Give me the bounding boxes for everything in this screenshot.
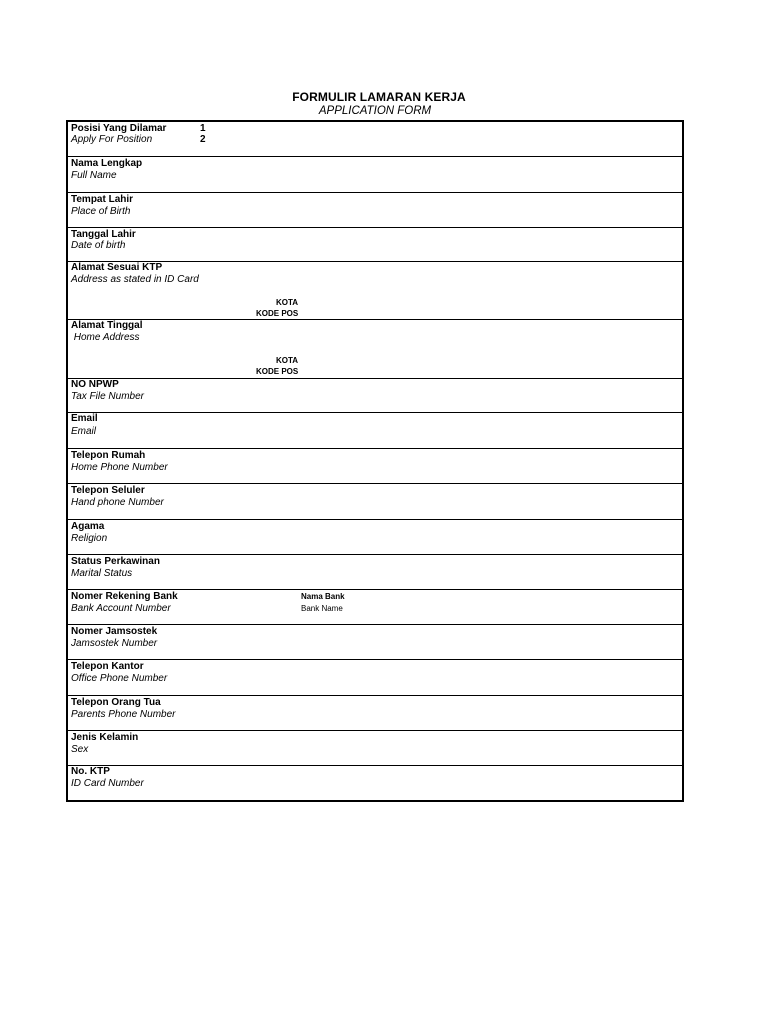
mobile-phone-sublabel: Hand phone Number <box>71 497 164 508</box>
sex-label: Jenis Kelamin <box>71 732 139 743</box>
jamsostek-label: Nomer Jamsostek <box>71 626 158 637</box>
ktp-number-label: No. KTP <box>71 766 110 777</box>
application-form-table <box>66 120 684 802</box>
birth-date-sublabel: Date of birth <box>71 240 126 251</box>
marital-label: Status Perkawinan <box>71 556 160 567</box>
birth-place-sublabel: Place of Birth <box>71 206 131 217</box>
bank-name-label: Nama Bank <box>301 592 345 601</box>
home-address-sublabel: Home Address <box>71 332 140 343</box>
position-sublabel: Apply For Position <box>71 134 153 145</box>
ktp-postal-label: KODE POS <box>256 309 299 318</box>
row-email[interactable] <box>68 413 682 449</box>
form-subtitle: APPLICATION FORM <box>318 105 432 117</box>
form-title: FORMULIR LAMARAN KERJA <box>292 90 466 104</box>
row-ktp-address[interactable] <box>68 262 682 320</box>
bank-account-label: Nomer Rekening Bank <box>71 591 178 602</box>
row-position[interactable] <box>68 122 682 157</box>
bank-name-sublabel: Bank Name <box>301 604 343 613</box>
position-option-2: 2 <box>200 134 206 145</box>
npwp-sublabel: Tax File Number <box>71 391 144 402</box>
home-address-label: Alamat Tinggal <box>71 320 143 331</box>
bank-account-sublabel: Bank Account Number <box>71 603 171 614</box>
row-ktp-number[interactable] <box>68 766 682 800</box>
email-label: Email <box>71 413 98 424</box>
sex-sublabel: Sex <box>71 744 89 755</box>
marital-sublabel: Marital Status <box>71 568 133 579</box>
office-phone-sublabel: Office Phone Number <box>71 673 168 684</box>
birth-date-label: Tanggal Lahir <box>71 229 136 240</box>
row-mobile-phone[interactable] <box>68 484 682 520</box>
ktp-address-sublabel: Address as stated in ID Card <box>71 274 199 285</box>
row-parents-phone[interactable] <box>68 696 682 731</box>
row-marital[interactable] <box>68 555 682 590</box>
jamsostek-sublabel: Jamsostek Number <box>71 638 158 649</box>
email-sublabel: Email <box>71 426 97 437</box>
religion-label: Agama <box>71 521 105 532</box>
row-religion[interactable] <box>68 520 682 555</box>
row-npwp[interactable] <box>68 379 682 413</box>
office-phone-label: Telepon Kantor <box>71 661 144 672</box>
row-jamsostek[interactable] <box>68 625 682 660</box>
position-label: Posisi Yang Dilamar <box>71 123 167 134</box>
row-home-address[interactable] <box>68 320 682 379</box>
parents-phone-sublabel: Parents Phone Number <box>71 709 176 720</box>
row-full-name[interactable] <box>68 157 682 193</box>
birth-place-label: Tempat Lahir <box>71 194 134 205</box>
ktp-number-sublabel: ID Card Number <box>71 778 144 789</box>
ktp-address-label: Alamat Sesuai KTP <box>71 262 163 273</box>
home-city-label: KOTA <box>276 356 299 365</box>
position-option-1: 1 <box>200 123 206 134</box>
row-bank-account[interactable] <box>68 590 682 625</box>
full-name-sublabel: Full Name <box>71 170 117 181</box>
home-postal-label: KODE POS <box>256 367 299 376</box>
row-sex[interactable] <box>68 731 682 766</box>
parents-phone-label: Telepon Orang Tua <box>71 697 161 708</box>
row-birth-date[interactable] <box>68 228 682 262</box>
row-office-phone[interactable] <box>68 660 682 696</box>
home-phone-label: Telepon Rumah <box>71 450 146 461</box>
row-home-phone[interactable] <box>68 449 682 484</box>
religion-sublabel: Religion <box>71 533 108 544</box>
row-birth-place[interactable] <box>68 193 682 228</box>
ktp-city-label: KOTA <box>276 298 299 307</box>
full-name-label: Nama Lengkap <box>71 158 143 169</box>
npwp-label: NO NPWP <box>71 379 119 390</box>
mobile-phone-label: Telepon Seluler <box>71 485 145 496</box>
home-phone-sublabel: Home Phone Number <box>71 462 168 473</box>
